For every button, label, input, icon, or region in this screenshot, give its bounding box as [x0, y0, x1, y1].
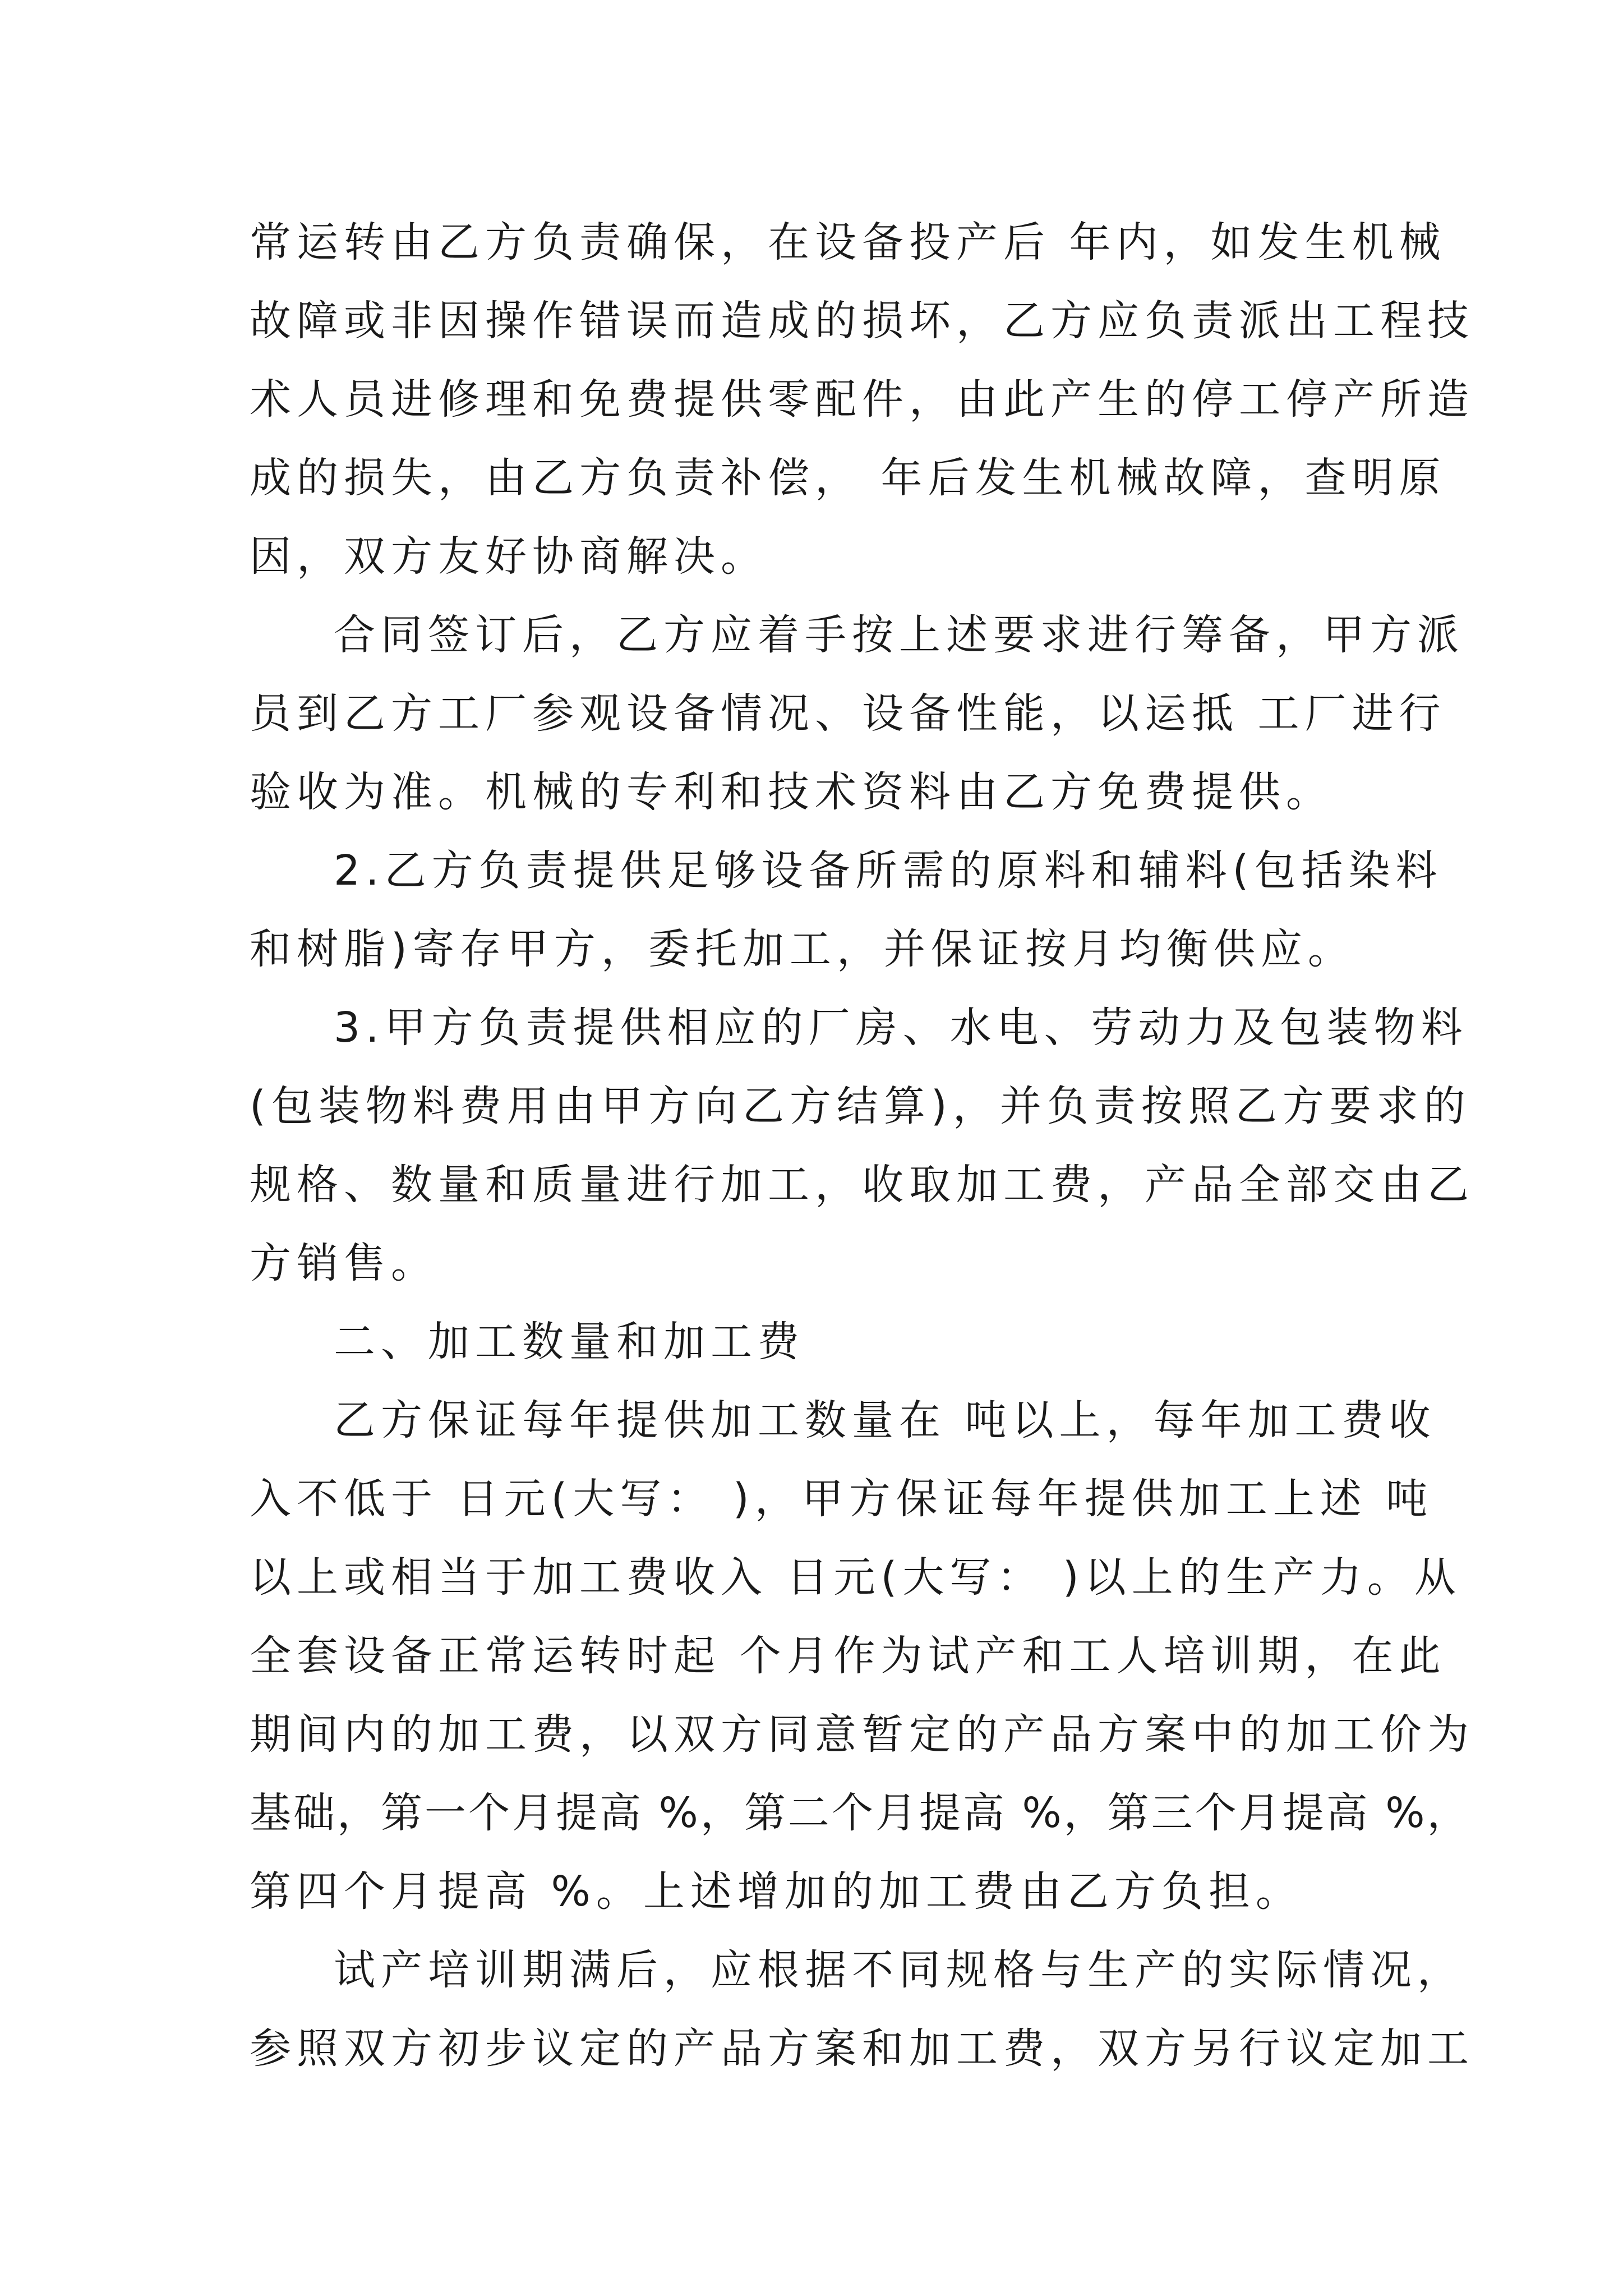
text-line: 故障或非因操作错误而造成的损坏，乙方应负责派出工程技 — [250, 297, 1474, 345]
paragraph-start-line: 3.甲方负责提供相应的厂房、水电、劳动力及包装物料 — [334, 1004, 1468, 1052]
text-line: 期间内的加工费，以双方同意暂定的产品方案中的加工价为 — [250, 1710, 1474, 1759]
text-line: (包装物料费用由甲方向乙方结算)，并负责按照乙方要求的 — [250, 1082, 1471, 1130]
section-heading: 二、加工数量和加工费 — [334, 1318, 805, 1366]
text-line: 全套设备正常运转时起 个月作为试产和工人培训期，在此 — [250, 1632, 1446, 1680]
paragraph-start-line: 合同签订后，乙方应着手按上述要求进行筹备，甲方派 — [334, 611, 1464, 659]
text-line: 员到乙方工厂参观设备情况、设备性能，以运抵 工厂进行 — [250, 689, 1446, 738]
text-line: 方销售。 — [250, 1239, 438, 1287]
paragraph-start-line: 试产培训期满后，应根据不同规格与生产的实际情况， — [334, 1946, 1464, 1994]
text-line: 验收为准。机械的专利和技术资料由乙方免费提供。 — [250, 768, 1333, 816]
text-line: 第四个月提高 %。上述增加的加工费由乙方负担。 — [250, 1867, 1303, 1916]
text-line: 规格、数量和质量进行加工，收取加工费，产品全部交由乙 — [250, 1161, 1474, 1209]
paragraph-start-line: 乙方保证每年提供加工数量在 吨以上，每年加工费收 — [334, 1396, 1436, 1444]
text-line: 基础，第一个月提高 %，第二个月提高 %，第三个月提高 %， — [250, 1789, 1471, 1837]
text-line: 以上或相当于加工费收入 日元(大写： )以上的生产力。从 — [250, 1553, 1461, 1602]
text-line: 入不低于 日元(大写： )，甲方保证每年提供加工上述 吨 — [250, 1475, 1433, 1523]
paragraph-start-line: 2.乙方负责提供足够设备所需的原料和辅料(包括染料 — [334, 846, 1443, 895]
text-line: 因，双方友好协商解决。 — [250, 532, 768, 581]
text-line: 和树脂)寄存甲方，委托加工，并保证按月均衡供应。 — [250, 925, 1355, 973]
text-line: 参照双方初步议定的产品方案和加工费，双方另行议定加工 — [250, 2024, 1474, 2073]
text-line: 术人员进修理和免费提供零配件，由此产生的停工停产所造 — [250, 375, 1474, 424]
text-line: 成的损失，由乙方负责补偿， 年后发生机械故障，查明原 — [250, 454, 1446, 502]
text-line: 常运转由乙方负责确保，在设备投产后 年内，如发生机械 — [250, 218, 1446, 266]
